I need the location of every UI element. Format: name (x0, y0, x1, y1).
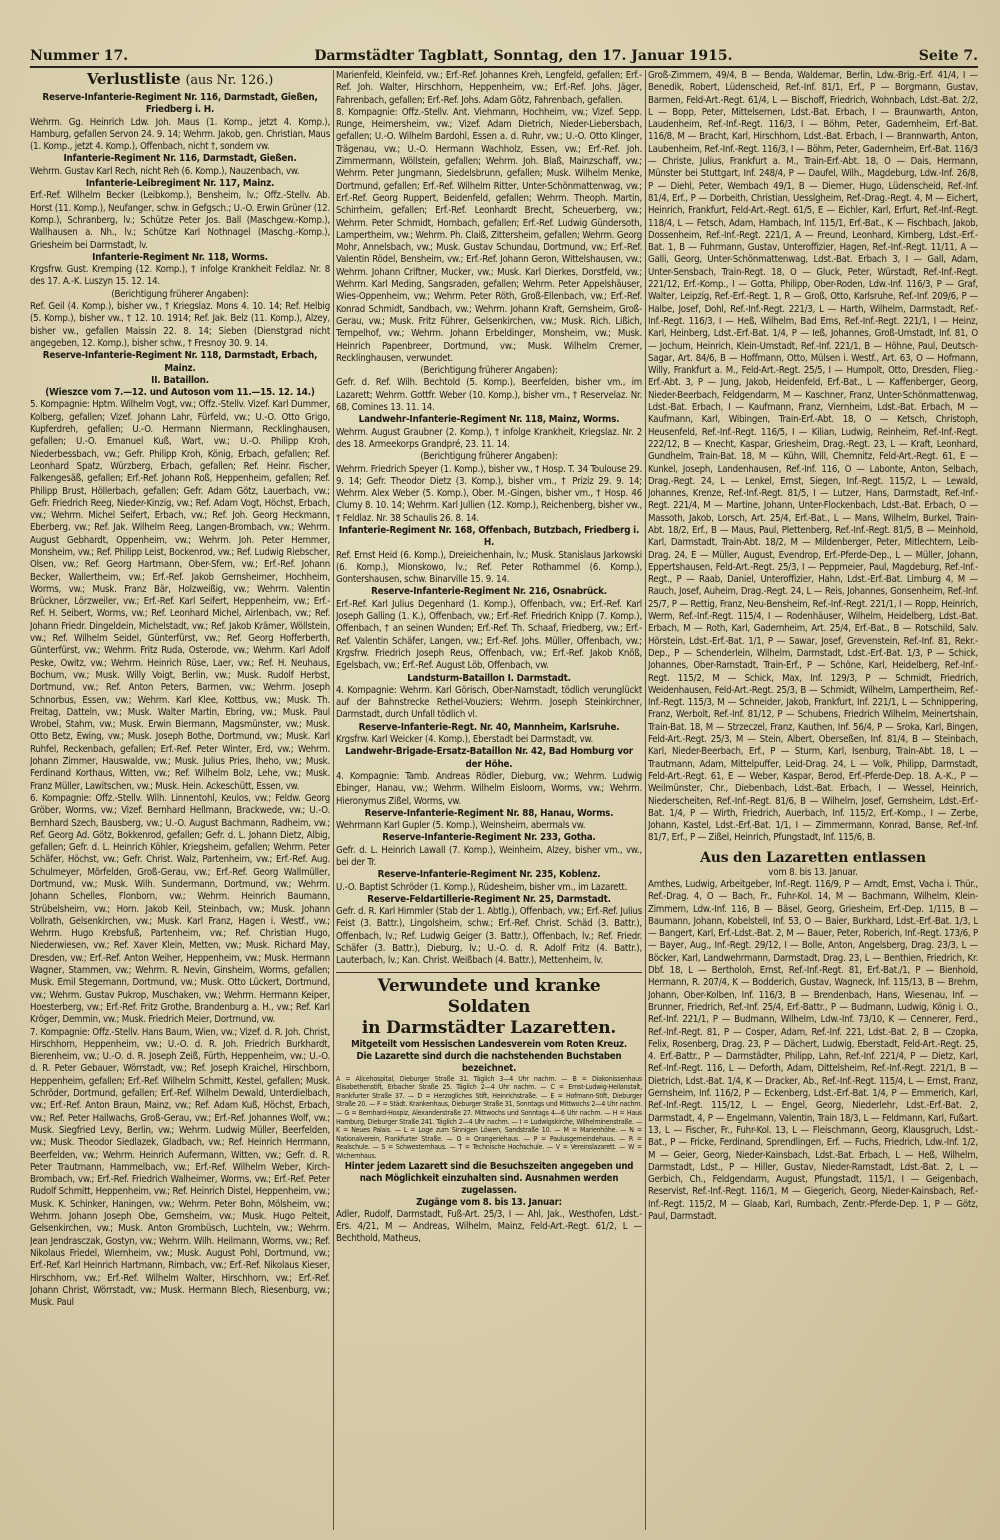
paragraph: Gefr. d. L. Heinrich Lawall (7. Komp.), Weinheim, Alzey, bisher vm., vw., bei der Tr. (336, 844, 642, 868)
hospital-article-title: Verwundete und kranke Soldaten in Darmstädter Lazaretten. (336, 972, 642, 1039)
section-heading: Reserve-Infanterie-Regiment Nr. 235, Koblenz. (377, 869, 601, 881)
column-1 (30, 70, 330, 1530)
article-subheading: Die Lazarette sind durch die nachstehenden Buchstaben bezeichnet. (356, 1050, 622, 1074)
paragraph: 4. Kompagnie: Tamb. Andreas Rödler, Dieburg, vw.; Wehrm. Ludwig Ebinger, Hanau, vw.; Wehrm. Wilhelm Eisloorn, Worms, vw.; Wehrm. Hieronymus Zißel, Worms, vw. (336, 770, 642, 807)
column-3 (648, 70, 978, 1530)
section-heading: Landwehr-Brigade-Ersatz-Bataillon Nr. 42, Bad Homburg vor der Höhe. (345, 746, 633, 770)
section-heading: Reserve-Infanterie-Regiment Nr. 118, Darmstadt, Erbach, Mainz. (42, 350, 318, 374)
issue-number: Nummer 17. (30, 48, 129, 64)
paragraph: Groß-Zimmern, 49/4, B — Benda, Waldemar, Berlin, Ldw.-Brig.-Erf. 41/4, I — Benedik, Robert, Lüdenscheid, Ref.-Inf. 81/1, Erf., P — Borgmann, Gustav, Barmen, Feld-Art.-Regt. 61/4, L — Bischoff, Friedrich, Wohnbach, Ldst.-Bat. 2/2, L — Bopp, Peter, Mittelsernen, Ldst.-Bat. Erbach, I — Braunwarth, Anton, Laudenheim, Ref.-Inf.-Regt. 116/3, I — Böhm, Peter, Gadernheim, Erf.-Bat. 116/8, M — Bracht, Karl, Hirschhorn, Ldst.-Bat. Erbach, I — Brannwarth, Anton, Laubenheim, Ref.-Inf.-Regt. 116/3, I — Böhm, Peter, Gadernheim, Erf.-Bat. 116/3 — Christe, Julius, Frankfurt a. M., Train-Erf.-Abt. 18, O — Dais, Hermann, Münster bei Stuttgart, Inf. 248/4, P — Daufel, Wilh., Magdeburg, Ldw.-Inf. 26/8, P — Diehl, Peter, Wembach 49/1, B — Diemer, Hugo, Lüdenscheid, Ref.-Inf. 81/4, Erf., P — Dorbeith, Christian, Uesslgheim, Ref.-Drag.-Regt. 4, M — Eichert, Heinrich, Frankfurt, Feld-Art.-Regt. 61/5, E — Eichler, Karl, Erfurt, Ref.-Inf.-Regt. 118/4, L — Fetsch, Adam, Hambach, Inf. 115/1, Erf.-Bat., K — Fischbach, Jakob, Dossenheim, Ref.-Inf.-Regt. 221/1, A — Freund, Leonhard, Kirnberg, Ldst.-Erf.-Bat. 1, B — Fuhrmann, Gustav, Unteroffizier, Hagen, Ref.-Inf.-Regt. 11/11, A — Galli, Georg, Unter-Schönmattenwag, Ldst.-Bat. Erbach 3, I — Gall, Adam, Unter-Sensbach, Train-Regt. 18, O — Gluck, Peter, Würstadt, Ref.-Inf.-Regt. 221/12, Erf.-Komp., I — Gotta, Philipp, Ober-Roden, Ldw.-Inf. 116/3, P — Graf, Walter, Leipzig, Ref.-Erf.-Regt. 1, R — Groß, Otto, Karlsruhe, Ref.-Inf. 209/6, P — Halbe, Josef, Dohl, Ref.-Inf.-Regt. 221/3, L — Harth, Wilhelm, Darmstadt, Ref.-Inf.-Regt. 116/3, I — Heß, Wilhelm, Bad Ems, Ref.-Inf.-Regt. 221/1, I — Heinz, Karl, Heinberg, Ldst.-Erf.-Bat. 1/4, P — Ieß, Johannes, Groß-Umstadt, Inf. 81, O — Jochum, Heinrich, Klein-Umstadt, Ref.-Inf. 221/1, B — Höhne, Paul, Deutsch-Sagar, Art. 84/6, B — Hoffmann, Otto, Mülsen i. Westf., Art. 63, O — Hofmann, Willy, Frankfurt a. M., Feld-Art.-Regt. 25/5, I — Humpolt, Otto, Dresden, Flieg.-Erf.-Abt. 3, P — Jung, Jakob, Heidenfeld, Erf.-Bat., L — Kaffenberger, Georg, Nieder-Beerbach, Feldgendarm, M — Kaschner, Franz, Unter-Schönmattenwag, Ldst.-Bat. Erbach, I — Kaufmann, Franz, Viernheim, Ldst.-Bat. Erbach, M — Kaufmann, Karl, Wibingen, Train-Erf.-Abt. 18, O — Ketsch, Christoph, Heusenfeld, Ref.-Inf.-Regt. 116/5, I — Kilian, Ludwig, Reinheim, Ref.-Inf.-Regt. 222/12, B — Knecht, Kaspar, Griesheim, Drag.-Regt. 23, L — Kraft, Leonhard, Gundhelm, Train-Bat. 18, M — Kühn, Will, Chemnitz, Feld-Art.-Regt. 61, E — Kunkel, Joseph, Landenhausen, Ref.-Inf. 116, O — Labonte, Anton, Selbach, Drag.-Regt. 24, L — Lenkel, Ernst, Siegen, Inf.-Regt. 115/2, L — Lewald, Johannes, Krenze, Ref.-Inf.-Regt. 81/5, I — Lutzer, Hans, Darmstadt, Ref.-Inf.-Regt. 221/4, M — Martine, Johann, Unter-Flockenbach, Ldst.-Bat. Erbach, O — Massoth, Jakob, Lorsch, Art. 25/4, Erf.-Bat., L — Mans, Wilhelm, Burkel, Train-Abt. 18/2, Erf., B — Maus, Paul, Plettenberg, Ref.-Inf.-Regt. 81/5, B — Meinhold, Karl, Darmstadt, Train-Abt. 18/2, M — Mildenberger, Peter, Mitlechtern, Leib-Drag. 24, E — Müller, August, Evendrop, Erf.-Pferde-Dep., L — Müller, Johann, Eppertshausen, Feld-Art.-Regt. 25/3, I — Peppmeier, Paul, Magdeburg, Ref.-Inf.-Regt., P — Raab, Daniel, Unteroffizier, Hahn, Ldst.-Erf.-Bat. Limburg 4, M — Rauch, Josef, Auheim, Drag.-Regt. 24, L — Reis, Johannes, Gonsenheim, Ref.-Inf. 25/7, P — Rettig, Franz, Neu-Bensheim, Ref.-Inf.-Regt. 221/1, I — Ropp, Heinrich, Werm, Ref.-Inf.-Regt. 115/4, I — Rodenhäuser, Wilhelm, Heidelberg, Ldst.-Bat. Erbach, M — Roth, Karl, Gadernheim, Art. 25/4, Erf.-Bat., B — Rotschild, Salv. Hörstein, Ldst.-Erf.-Bat. 1/1, P — Sawar, Josef, Grevenstein, Ref.-Inf. 81, Rekr.-Dep., P — Schenderlein, Wilhelm, Darmstadt, Ldst.-Erf.-Bat. 1/3, P — Schick, Johannes, Ober-Ramstadt, Train-Erf., P — Schöne, Karl, Heidelberg, Ref.-Inf.-Regt. 115/2, M — Schick, Max, Inf. 129/3, P — Schmidt, Friedrich, Weidenhausen, Feld-Art.-Regt. 25/3, B — Schmidt, Wilhelm, Lampertheim, Ref.-Inf.-Regt. 115/3, M — Schneider, Jakob, Frankfurt, Inf. 221/1, L — Schnippering, Franz, Werbolt, Ref.-Inf. 81/12, P — Schubens, Friedrich Wilhelm, Meinertshain, Train-Bat. 18, M — Strzeczel, Franz, Kauthen, Inf. 56/4, P — Sroka, Karl, Bingen, Feld-Art.-Regt. 25/3, M — Stein, Albert, Oberseßen, Inf. 81/4, B — Steinbach, Karl, Nieder-Beerbach, Erf., P — Sturm, Karl, Isenburg, Train-Abt. 18, L — Trautmann, Adam, Mittelpuffer, Leid-Drag. 24, L — Volk, Philipp, Darmstadt, Feld-Art.-Regt. 61, E — Weber, Kaspar, Berod, Erf.-Pferde-Dep. 18. A.-K., P — Weilmünster, Chr., Diebenbach, Ldst.-Bat. Erbach, I — Wessel, Heinrich, Niederscheiten, Ref.-Inf.-Regt. 81/6, B — Wilhelm, Josef, Gernsheim, Ldst.-Erf.-Bat. 1/4, P — Wirth, Friedrich, Auerbach, Inf. 115/2, Erf.-Komp., I — Zerbe, Johann, Kastel, Ldst.-Erf.-Bat. 1/1, I — Zimmermann, Konrad, Banse, Ref.-Inf. 81/7, Erf., P — Zißel, Heinrich, Pfungstadt, Inf. 115/6, B. (648, 70, 978, 844)
paragraph: Wehrm. August Graubner (2. Komp.), † infolge Krankheit, Kriegslaz. Nr. 2 des 18. Armeekorps Grandpré, 23. 11. 14. (336, 426, 642, 450)
paragraph: 7. Kompagnie: Offz.-Stellv. Hans Baum, Wien, vw.; Vizef. d. R. Joh. Christ, Hirschhorn, Heppenheim, vw.; U.-O. d. R. Joh. Friedrich Burkhardt, Bierenheim, vw.; U.-O. d. R. Joseph Zeiß, Fürth, Heppenheim, vw.; U.-O. d. R. Peter Gebauer, Wörrstadt, vw.; Ref. Joseph Kraichel, Hirschborn, Heppenheim, gefallen; Erf.-Ref. Wilhelm Schmitt, Kestel, gefallen; Musk. Schröder, Dortmund, gefallen; Erf.-Ref. Wilhelm Dewald, Unterdielbach, vw.; Erf.-Ref. Anton Braun, Mainz, vw.; Ref. Adam Kuß, Höchst, Erbach, vw.; Ref. Peter Hallwachs, Groß-Gerau, vw.; Erf.-Ref. Johannes Wolf, vw.; Musk. Siegfried Levy, Berlin, vw.; Wehrm. Ludwig Müller, Beerfelden, vw.; Musk. Theodor Siedlazek, Gladbach, vw.; Ref. Heinrich Herrmann, Beerfelden, vw.; Wehrm. Heinrich Aufermann, Witten, vw.; Gefr. d. R. Peter Trautmann, Hammelbach, vw.; Erf.-Ref. Wilhelm Weber, Kirch-Brombach, vw.; Erf.-Ref. Friedrich Walheimer, Worms, vw.; Erf.-Ref. Peter Rudolf Schmitt, Heppenheim, vw.; Ref. Heinrich Distel, Heppenheim, vw.; Musk. K. Schinker, Haningen, vw.; Wehrm. Peter Bohn, Mölsheim, vw.; Wehrm. Johann Joseph Obe, Gernsheim, vw.; Musk. Hugo Pelteit, Gelsenkirchen, vw.; Musk. Anton Grombüsch, Luchteln, vw.; Wehrm. Jean Jendrasczak, Gostyn, vw.; Wehrm. Wilh. Heilmann, Worms, vw.; Ref. Nikolaus Friedel, Wiernheim, vw.; Musk. August Pohl, Dortmund, vw.; Erf.-Ref. Karl Heinrich Hartmann, Rimbach, vw.; Erf.-Ref. Nikolaus Kieser, Hirschhorn, vw.; Erf.-Ref. Wilhelm Walter, Hirschhorn, vw.; Erf.-Ref. Johann Christ, Wörrstadt, vw.; Musk. Hermann Blech, Riesenburg, vw.; Musk. Paul (30, 1026, 330, 1309)
correction-heading: (Berichtigung früherer Angaben): (111, 288, 249, 300)
section-heading: Landwehr-Infanterie-Regiment Nr. 118, Mainz, Worms. (358, 414, 620, 426)
paragraph: Ref. Ernst Heid (6. Komp.), Dreieichenhain, lv.; Musk. Stanislaus Jarkowski (6. Komp.), Mionskowo, lv.; Ref. Peter Rothammel (6. Komp.), Gontershausen, schw. Binarville 15. 9. 14. (336, 549, 642, 586)
masthead-date: Darmstädter Tagblatt, Sonntag, den 17. Januar 1915. (314, 48, 733, 64)
paragraph: Wehrm. Friedrich Speyer (1. Komp.), bisher vw., † Hosp. T. 34 Toulouse 29. 9. 14; Gefr. Theodor Dietz (3. Komp.), bisher vm., † Priziz 29. 9. 14; Wehrm. Alex Weber (5. Komp.), Ober. M.-Gingen, bisher vm., † Hosp. 46 Clumy 8. 10. 14; Wehrm. Karl Jullien (12. Komp.), Reichenberg, bisher vw., † Feldlaz. Nr. 38 Schaulis 26. 8. 14. (336, 463, 642, 524)
section-heading: Reserve-Infanterie-Regiment Nr. 233, Gotha. (382, 832, 596, 844)
column-divider (645, 70, 646, 1530)
paragraph: Amthes, Ludwig, Arbeitgeber, Inf.-Regt. 116/9, P — Arndt, Ernst, Vacha i. Thür., Ref.-Drag. 4, O — Bach, Fr., Fuhr-Kol. 14, M — Bachmann, Wilhelm, Klein-Zimmern, Ldw.-Inf. 116, B — Bäsel, Georg, Griesheim, Erf.-Dep. 1/115, B — Baumann, Johann, Kobelstell, Inf. 53, O — Baier, Burkhard, Ldst.-Erf.-Bat. 1/3, L — Bangert, Karl, Erf.-Ldst.-Bat. 2, M — Bauer, Peter, Roberich, Inf.-Regt. 173/6, P — Bayer, Aug., Inf.-Regt. 29/12, I — Bolle, Anton, Angelsberg, Drag. 23/3, L — Böcker, Karl, Landwehrmann, Darmstadt, Drag. 23, L — Benthien, Friedrich, Kr. Dbf. 18, L — Bertholoh, Ernst, Ref.-Inf.-Regt. 81, Erf.-Bat./1, P — Bienhold, Hermann, R. 207/4, K — Bodderich, Gustav, Wagneck, Inf. 115/13, B — Brehm, Johann, Ober-Kolben, Inf. 116/3, B — Brendenbach, Hans, Wiesenau, Inf. — Brunner, Friedrich, Ref.-Inf. 25/4, Erf.-Battr., P — Budmann, Ludwig, König i. O., Ref.-Inf. 221/1, P — Budmann, Wilhelm, Ldw.-Inf. 73/10, K — Cennerer, Ferd., Ref.-Inf.-Regt. 81, P — Cosper, Adam, Ref.-Inf. 221, Ldst.-Bat. 2, B — Czopka, Felix, Rosenberg, Drag. 23, P — Dächert, Ludwig, Eberstadt, Feld-Art.-Regt. 25, 4. Erf.-Battr., P — Darmstädter, Philipp, Lahn, Ref.-Inf. 221/4, P — Dietz, Karl, Ref.-Inf.-Regt. 116, L — Deforth, Adam, Dittelsheim, Ref.-Inf.-Regt. 221/1, B — Dietrich, Ldst.-Bat. 1/4, K — Dracker, Ab., Ref.-Inf.-Regt. 115/4, L — Ernst, Franz, Gernsheim, Inf. 116/2, P — Eckenberg, Ldst.-Erf.-Bat. 1/4, P — Emmerich, Karl, Ref.-Inf.-Regt. 115/12, L — Engel, Georg, Niederlehr, Ldst.-Erf.-Bat. 2, Darmstadt, 4, P — Engelmann, Valentin, Train 18/3, L — Feldmann, Karl, Fußart. 13, L — Fischer, Fr., Fuhr-Kol. 13, L — Fleischmann, Georg, Klausgruch, Ldst.-Bat., P — Fricke, Ferdinand, Sprendlingen, Erf. — Fuchs, Friedrich, Ldw.-Inf. 1/2, M — Geier, Georg, Nieder-Kainsbach, Ldst.-Bat. Erbach, L — Heß, Wilhelm, Darmstadt, Ldst., P — Hiller, Gustav, Nieder-Ramstadt, Ldst.-Bat. 2, L — Gerbich, Ch., Feldgendarm, August, Pfungstadt, 115/1, I — Geigenbach, Reservist, Ref.-Inf.-Regt. 116/1, M — Giegerich, Georg, Nieder-Kainsbach, Ref.-Inf.-Regt. 115/2, M — Glaab, Karl, Rumbach, Zentr.-Pferde-Dep. 1, P — Götz, Paul, Darmstadt. (648, 879, 978, 1223)
section-heading: Reserve-Feldartillerie-Regiment Nr. 25, Darmstadt. (367, 893, 611, 905)
column-2 (336, 70, 642, 1530)
discharged-subtitle: vom 8. bis 13. Januar. (768, 866, 858, 878)
section-heading: Infanterie-Regiment Nr. 168, Offenbach, Butzbach, Friedberg i. H. (338, 524, 640, 549)
section-heading: Reserve-Infanterie-Regt. Nr. 40, Mannheim, Karlsruhe. (358, 721, 620, 733)
paragraph: Erf.-Ref. Wilhelm Becker (Leibkomp.), Bensheim, lv.; Offz.-Stellv. Ab. Horst (11. Komp.), Neufanger, schw. in Gefgsch.; U.-O. Erwin Grüner (12. Komp.), Schranberg, lv.; Schütze Peter Jos. Ball (Maschgew.-Komp.), Wallhausen a. Nh., lv.; Schütze Karl Nothnagel (Maschg.-Komp.), Griesheim bei Darmstadt, lv. (30, 190, 330, 251)
correction-heading: (Berichtigung früherer Angaben): (420, 451, 558, 463)
paragraph: Krgsfrw. Gust. Kremping (12. Komp.), † infolge Krankheit Feldlaz. Nr. 8 des 17. A.-K. Luszyn 15. 12. 14. (30, 264, 330, 288)
section-heading: Reserve-Infanterie-Regiment Nr. 216, Osnabrück. (371, 586, 607, 598)
article-subheading: Mitgeteilt vom Hessischen Landesverein vom Roten Kreuz. (351, 1038, 627, 1050)
paragraph: 6. Kompagnie: Offz.-Stellv. Wilh. Linnentohl, Keulos, vw.; Feldw. Georg Gröber, Worms, vw.; Vizef. Bernhard Hellmann, Brackwede, vw.; U.-O. Bernhard Szech, Bausberg, vw.; U.-O. August Bachmann, Radheim, vw.; Ref. Georg Ad. Götz, Bokkenrod, gefallen; Gefr. d. L. Johann Dietz, Albig, gefallen; Gefr. d. L. Heinrich Köhler, Kriegsheim, gefallen; Wehrm. Peter Schäfer, Höchst, vw.; Gefr. Christ. Walz, Partenheim, vw.; Erf.-Ref. Aug. Schulmeyer, Mörfelden, Groß-Gerau, vw.; Erf.-Ref. Georg Wallmüller, Dortmund, vw.; Musk. Wilh. Sundermann, Dortmund, vw.; Wehrm. Johann Schelles, Flonborn, vw.; Wehrm. Heinrich Baumann, Strübelsheim, vw.; Horn. Jakob Keil, Steinbach, vw.; Musk. Johann Vollrath, Gelsenkirchen, vw.; Musk. Karl Franz, Hagen i. Westf., vw.; Wehrm. Hugo Krebsfuß, Partenheim, vw.; Ref. Christian Hugo, Niederwiesen, vw.; Ref. Xaver Klein, Metten, vw.; Musk. Richard May, Dresden, vw.; Erf.-Ref. Anton Weiher, Heppenheim, vw.; Musk. Hermann Wagner, Stammen, vw.; Wehrm. R. Nevin, Ginsheim, Worms, gefallen; Musk. Emil Stegemann, Dortmund, vw.; Musk. Otto Lückert, Dortmund, vw.; Wehrm. Gustav Pukrop, Muschaken, vw.; Wehrm. Hermann Keiper, Hoesterberg, vw.; Erf.-Ref. Fritz Grothe, Brandenburg a. H., vw.; Ref. Karl Kröger, Demmin, vw.; Musk. Friedrich Meier, Dortmund, vw. (30, 792, 330, 1026)
article-subheading: Zugänge vom 8. bis 13. Januar: (416, 1196, 562, 1208)
discharged-title: Aus den Lazaretten entlassen (700, 849, 926, 866)
paragraph: Wehrm. Gustav Karl Rech, nicht Reh (6. Komp.), Nauzenbach, vw. (30, 165, 300, 177)
correction-heading: (Berichtigung früherer Angaben): (420, 365, 558, 377)
column-divider (333, 70, 334, 1530)
paragraph: 4. Kompagnie: Wehrm. Karl Görisch, Ober-Namstadt, tödlich verunglückt auf der Bahnstrecke Rethel-Vouziers; Wehrm. Joseph Steinkirchner, Darmstadt, durch Unfall tödlich vl. (336, 684, 642, 721)
paragraph: Gefr. d. R. Karl Himmler (Stab der 1. Abtlg.), Offenbach, vw.; Erf.-Ref. Julius Feist (3. Battr.), Lingolsheim, schw.; Erf.-Ref. Christ. Schäd (3. Battr.), Offenbach, lv.; Ref. Ludwig Geiger (3. Battr.), Offenbach, lv.; Ref. Friedr. Schäfer (3. Battr.), Dieburg, lv.; U.-O. d. R. Adolf Fritz (4. Battr.), Lauterbach, lv.; Kan. Christ. Weißbach (4. Battr.), Mettenheim, lv. (336, 906, 642, 967)
section-heading: II. Bataillon. (151, 374, 209, 386)
paragraph: Gefr. d. Ref. Wilh. Bechtold (5. Komp.), Beerfelden, bisher vm., im Lazarett; Wehrm. Gottfr. Weber (10. Komp.), bisher vm., † Reservelaz. Nr. 68, Comines 13. 11. 14. (336, 377, 642, 414)
section-heading: Infanterie-Regiment Nr. 116, Darmstadt, Gießen. (63, 153, 297, 165)
section-heading: Landsturm-Bataillon I. Darmstadt. (407, 672, 571, 684)
paragraph: Wehrm. Gg. Heinrich Ldw. Joh. Maus (1. Komp., jetzt 4. Komp.), Hamburg, gefallen Servon 24. 9. 14; Wehrm. Jakob, gen. Christian, Maus (1. Komp., jetzt 4. Komp.), Offenbach, nicht †, sondern vw. (30, 116, 330, 153)
page-header (30, 40, 978, 68)
section-heading: Reserve-Infanterie-Regiment Nr. 88, Hanau, Worms. (364, 807, 614, 819)
casualty-list-title: Verlustliste (aus Nr. 126.) (86, 70, 274, 88)
section-heading: Infanterie-Leibregiment Nr. 117, Mainz. (85, 178, 275, 190)
section-heading: (Wieszce vom 7.—12. und Autoson vom 11.—15. 12. 14.) (45, 387, 315, 399)
paragraph: Erf.-Ref. Karl Julius Degenhard (1. Komp.), Offenbach, vw.; Erf.-Ref. Karl Joseph Galling (1. K.), Offenbach, vw.; Erf.-Ref. Friedrich Knipp (7. Komp.), Offenbach, † an seinen Wunden; Erf.-Ref. Th. Schaaf, Friedberg, vw.; Erf.-Ref. Valentin Schäfer, Langen, vw.; Erf.-Ref. Johs. Müller, Offenbach, vw.; Krgsfrw. Friedrich Joseph Reus, Offenbach, vw.; Erf.-Ref. Jakob Knöß, Egelsbach, vw.; Erf.-Ref. August Löb, Offenbach, vw. (336, 598, 642, 672)
paragraph: 5. Kompagnie: Hptm. Wilhelm Vogt, vw.; Offz.-Stellv. Vizef. Karl Dummer, Kolberg, gefallen; Vizef. Johann Lahr, Fürfeld, vw.; U.-O. Otto Grigo, Kupferdreh, gefallen; U.-O. Hermann Niermann, Recklinghausen, gefallen; U.-O. Emanuel Kuß, Wart, vw.; U.-O. Philipp Kroh, Niederbessbach, vw.; Gefr. Philipp Kroh, König, Erbach, gefallen; Ref. Leonhard Spatz, Würzberg, Erbach, gefallen; Ref. Heinr. Fischer, Falkengesäß, gefallen; Erf.-Ref. Johann Roß, Heppenheim, gefallen; Ref. Philipp Brust, Höllerbach, gefallen; Gefr. Adam Götz, Lauerbach, vw.; Gefr. Friedrich Reeg, Nieder-Kinzig, vw.; Ref. Adam Vogt, Höchst, Erbach, vw.; Wehrm. Michel Seifert, Erbach, vw.; Ref. Joh. Georg Heckmann, Eberberg, vw.; Ref. Jak. Wilhelm Reeg, Langen-Brombach, vw.; Wehrm. August Gebhardt, Oppenheim, vw.; Wehrm. Joh. Peter Hemmer, Monsheim, vw.; Ref. Philipp Leist, Bockenrod, vw.; Ref. Ludwig Riebscher, Olsen, vw.; Ref. Georg Hartmann, Ober-Sfern, vw.; Erf.-Ref. Johann Becker, Wallertheim, vw.; Erf.-Ref. Jakob Gernsheimer, Hochheim, Worms, vw.; Musk. Franz Bär, Holzweißig, vw.; Wehrm. Valentin Brückner, Lörzweiler, vw.; Erf.-Ref. Karl Seifert, Heppenheim, vw.; Erf.-Ref. H. Seibert, Worms, vw.; Ref. Leonhard Michel, Airlenbach, vw.; Ref. Johann Friedr. Dingeldein, Michelstadt, vw.; Ref. Jakob Krämer, Wöllstein, vw.; Ref. Wilhelm Seidel, Günterfürst, vw.; Ref. Georg Hofferberth, Günterfürst, vw.; Wehrm. Fritz Ruda, Osterode, vw.; Wehrm. Karl Adolf Peske, Owitz, vw.; Wehrm. Heinrich Rüse, Laer, vw.; Ref. H. Neuhaus, Bochum, vw.; Musk. Willy Voigt, Berlin, vw.; Musk. Rudolf Herbst, Dortmund, vw.; Ref. Anton Peters, Barmen, vw.; Wehrm. Joseph Schnorbus, Essen, vw.; Wehrm. Karl Klee, Kottbus, vw.; Musk. Th. Freitag, Datteln, vw.; Musk. Walter Martin, Ebring, vw.; Musk. Paul Wrobel, Stahm, vw.; Musk. Erwin Biermann, Magsmünster, vw.; Musk. Otto Betz, Ewing, vw.; Musk. Joseph Bothe, Dortmund, vw.; Musk. Karl Ruhfel, Reckenbach, gefallen; Erf.-Ref. Peter Winter, Erd, vw.; Wehrm. Johann Zimmer, Hauswalde, vw.; Musk. Julius Pries, Iheho, vw.; Musk. Ferdinand Korthaus, Witten, vw.; Ref. Wilhelm Bolz, Lehe, vw.; Musk. Franz Müller, Lawitschen, vw.; Musk. Hein. Ackeschütt, Essen, vw. (30, 399, 330, 792)
paragraph: 8. Kompagnie: Offz.-Stellv. Ant. Viehmann, Hochheim, vw.; Vizef. Sepp. Runge, Heimersheim, vw.; Vizef. Adam Dietrich, Nieder-Liebersbach, gefallen; U.-O. Wilhelm Bardohl, Essen a. d. Ruhr, vw.; U.-O. Otto Klinger, Trägenau, vw.; U.-O. Hermann Wachholz, Essen, vw.; Erf.-Ref. Joh. Zimmermann, Wöllstein, gefallen; Wehrm. Joh. Blaß, Mainzschaff, vw.; Wehrm. Peter Jungmann, Siedelsbrunn, gefallen; Musk. Wilhelm Menke, Dortmund, gefallen; Erf.-Ref. Wilhelm Ritter, Unter-Schönmattenwag, vw.; Erf.-Ref. Georg Ruppert, Beidenfeld, gefallen; Wehrm. Theoph. Martin, Schirrheim, gefallen; Erf.-Ref. Leonhardt Brecht, Scheuerberg, vw.; Wehrm. Peter Schmidt, Hornbach, gefallen; Erf.-Ref. Ludwig Gündersoth, Lampertheim, vw.; Wehrm. Ph. Claiß, Zittersheim, gefallen; Wehrm. Georg Mohr, Annelsbach, vw.; Musk. Gustav Schundau, Dortmund, vw.; Erf.-Ref. Valentin Rödel, Bensheim, vw.; Erf.-Ref. Johann Geron, Wittelshausen, vw.; Wehrm. Johann Criftner, Mucker, vw.; Musk. Karl Dierkes, Dorstfeld, vw.; Wehrm. Karl Meding, Sangsraden, gefallen; Wehrm. Peter Appelshäuser, Wies-Oppenheim, vw.; Wehrm. Peter Röth, Groß-Ellenbach, vw.; Erf.-Ref. Konrad Schmidt, Sandbach, vw.; Wehrm. Johann Kraft, Gernsheim, Groß-Gerau, vw.; Musk. Fritz Führer, Gelsenkirchen, vw.; Musk. Rich. Lißich, Tempelhof, vw.; Wehrm. Johann Erbeldinger, Monsheim, vw.; Musk. Heinrich Papenbreer, Dortmund, vw.; Musk. Wilhelm Cremer, Recklinghausen, verwundet. (336, 106, 642, 364)
paragraph: Marienfeld, Kleinfeld, vw.; Erf.-Ref. Johannes Kreh, Lengfeld, gefallen; Erf.-Ref. Joh. Walter, Hirschhorn, Heppenheim, vw.; Erf.-Ref. Johs. Jäger, Fahrenbach, gefallen; Erf.-Ref. Johs. Adam Götz, Fahrenbach, gefallen. (336, 70, 642, 106)
paragraph: Krgsfrw. Karl Weicker (4. Komp.), Eberstadt bei Darmstadt, vw. (336, 734, 594, 746)
article-subheading: Hinter jedem Lazarett sind die Besuchszeiten angegeben und nach Möglichkeit einzuhalten sind. Ausnahmen werden zugelassen. (344, 1160, 634, 1196)
section-heading: Infanterie-Regiment Nr. 118, Worms. (92, 251, 268, 263)
paragraph: Adler, Rudolf, Darmstadt, Fuß-Art. 25/3, I — Ahl, Jak., Westhofen, Ldst.-Ers. 4/21, M — Andreas, Wilhelm, Mainz, Feld-Art.-Regt. 61/2, L — Bechthold, Matheus, (336, 1208, 642, 1245)
paragraph: Ref. Geil (4. Komp.), bisher vw., † Kriegslaz. Mons 4. 10. 14; Ref. Helbig (5. Komp.), bisher vw., † 12. 10. 1914; Ref. Jak. Belz (11. Komp.), Alzey, bisher vw., gefallen Maissin 22. 8. 14; Sieben (Dienstgrad nicht angegeben, 12. Komp.), bisher schw., † Fresnoy 30. 9. 14. (30, 301, 330, 349)
section-heading: Reserve-Infanterie-Regiment Nr. 116, Darmstadt, Gießen, Friedberg i. H. (42, 92, 318, 116)
page-number: Seite 7. (918, 48, 978, 64)
hospital-legend: A = Alicehospital, Dieburger Straße 31. Täglich 3—4 Uhr nachm. — B = Diakonissenhaus Elisabethenstift, Erbacher Straße 25. Täglich 2—4 Uhr nachm. — C = Ernst-Ludwig-Heilanstalt, Frankfurter Straße 37. — D = Herzogliches Stift, Heinrichstraße. — E = Hofmann-Stift, Dieburger Straße 20. — F = Städt. Krankenhaus, Dieburger Straße 31, Sonntags und Mittwochs 2—4 Uhr nachm. — G = Bernhard-Hospiz, Alexanderstraße 27. Mittwochs und Sonntags 4—6 Uhr nachm. — H = Haus Hamburg, Dieburger Straße 241. Täglich 2—4 Uhr nachm. — I = Ludwigskirche, Wilhelminenstraße. — K = Neues Palais. — L = Loge zum Sinnigen Löwen, Sandstraße 10. — M = Marienhöhe. — N = Nationalverein, Frankfurter Straße. — O = Orangeriehaus. — P = Paulusgemeindehaus. — R = Realschule. — S = Schwesternhaus. — T = Technische Hochschule. — V = Vereinslazarett. — W = Wichernhaus. (336, 1074, 642, 1161)
paragraph: Wehrmann Karl Gupler (5. Komp.), Weinsheim, abermals vw. (336, 820, 586, 832)
paragraph: U.-O. Baptist Schröder (1. Komp.), Rüdesheim, bisher vm., im Lazarett. (336, 881, 628, 893)
